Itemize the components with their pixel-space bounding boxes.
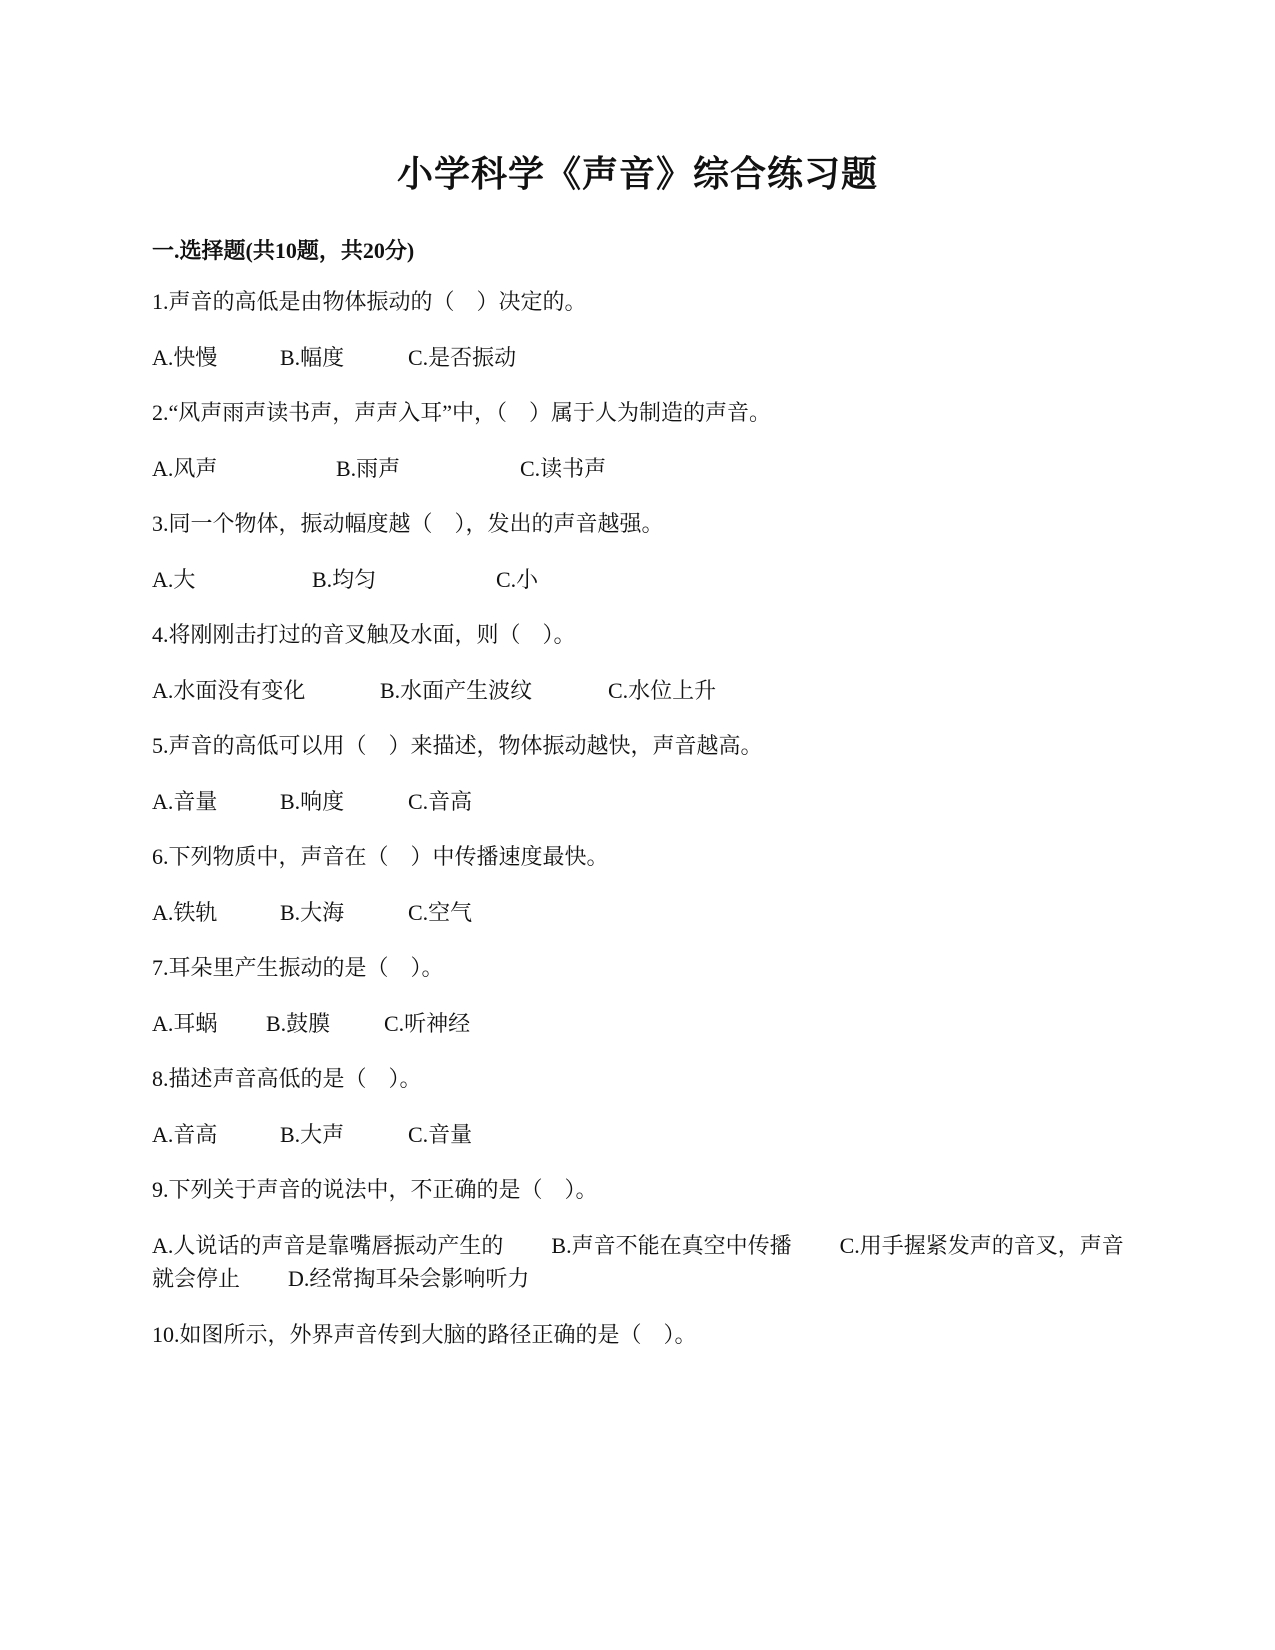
question-9-option-b: B.声音不能在真空中传播 [551,1233,792,1258]
question-3-option-a: A.大 [152,567,196,592]
question-8-option-b: B.大声 [280,1122,345,1147]
question-5-option-a: A.音量 [152,789,218,814]
question-4-option-b: B.水面产生波纹 [380,678,533,703]
question-9-option-d: D.经常掏耳朵会影响听力 [288,1266,530,1291]
question-6-option-a: A.铁轨 [152,900,218,925]
question-9-stem: 9.下列关于声音的说法中，不正确的是（ ）。 [152,1177,598,1202]
question-9-option-c: C.用手握紧发声的音叉，声音就会停止 [152,1233,1124,1291]
question-9-option-a: A.人说话的声音是靠嘴唇振动产生的 [152,1233,504,1258]
question-6-option-b: B.大海 [280,900,345,925]
question-7-option-b: B.鼓膜 [266,1011,331,1036]
question-1-option-b: B.幅度 [280,345,345,370]
question-8-option-c: C.音量 [408,1122,473,1147]
question-2-option-a: A.风声 [152,456,218,481]
question-2-option-b: B.雨声 [336,456,401,481]
question-5-stem: 5.声音的高低可以用（ ）来描述，物体振动越快，声音越高。 [152,733,763,758]
question-9-options [152,1229,1132,1295]
question-5-option-b: B.响度 [280,789,345,814]
question-8-stem: 8.描述声音高低的是（ ）。 [152,1066,422,1091]
question-6-option-c: C.空气 [408,900,473,925]
question-3-stem: 3.同一个物体，振动幅度越（ ），发出的声音越强。 [152,511,664,536]
question-10-stem: 10.如图所示，外界声音传到大脑的路径正确的是（ ）。 [152,1322,697,1347]
question-4-option-c: C.水位上升 [608,678,717,703]
question-2-stem: 2.“风声雨声读书声，声声入耳”中，（ ）属于人为制造的声音。 [152,400,772,425]
question-4-stem: 4.将刚刚击打过的音叉触及水面，则（ ）。 [152,622,576,647]
question-1-option-c: C.是否振动 [408,345,517,370]
question-1-option-a: A.快慢 [152,345,218,370]
page-title: 小学科学《声音》综合练习题 [396,154,878,194]
question-4-option-a: A.水面没有变化 [152,678,306,703]
question-3-option-b: B.均匀 [312,567,377,592]
question-1-stem: 1.声音的高低是由物体振动的（ ）决定的。 [152,289,587,314]
section-heading: 一.选择题(共10题，共20分) [152,238,415,263]
question-5-option-c: C.音高 [408,789,473,814]
question-8-option-a: A.音高 [152,1122,218,1147]
question-6-stem: 6.下列物质中，声音在（ ）中传播速度最快。 [152,844,609,869]
question-3-option-c: C.小 [496,567,539,592]
question-7-option-c: C.听神经 [384,1011,471,1036]
question-7-stem: 7.耳朵里产生振动的是（ ）。 [152,955,444,980]
question-7-option-a: A.耳蜗 [152,1011,218,1036]
question-2-option-c: C.读书声 [520,456,607,481]
